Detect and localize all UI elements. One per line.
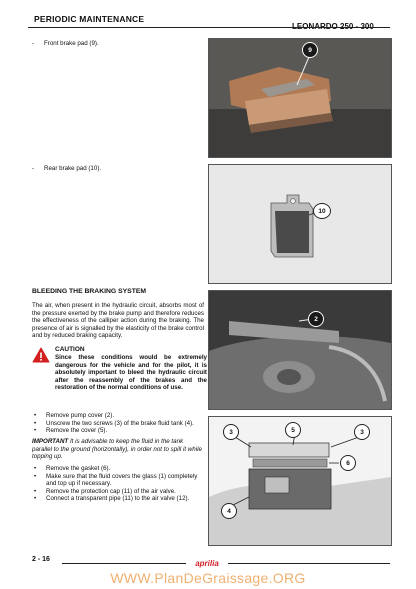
header-divider bbox=[28, 27, 390, 28]
caution-label: CAUTION bbox=[55, 346, 85, 353]
step-check-fluid: • Make sure that the fluid covers the glass (1) completely and top up if necessary. bbox=[32, 473, 204, 488]
tank-photo bbox=[208, 416, 392, 546]
steps-list-b bbox=[32, 465, 204, 503]
important-text: It is advisable to keep the fluid in the tank parallel to the ground (horizontally), in order not to spill it while topping up. bbox=[32, 438, 202, 461]
step-connect-pipe: • Connect a transparent pipe (11) to the air valve (12). bbox=[32, 495, 204, 503]
rear-pad-item: - Rear brake pad (10). bbox=[32, 165, 102, 172]
step-remove-pump-cover: • Remove pump cover (2). bbox=[32, 412, 204, 420]
brand-name: aprilia bbox=[195, 558, 219, 568]
callout-2: 2 bbox=[308, 311, 324, 327]
callout-3-left: 3 bbox=[223, 424, 239, 440]
watermark: WWW.PlanDeGraissage.ORG bbox=[110, 570, 306, 586]
brake-pump-image bbox=[209, 291, 391, 409]
bleeding-heading: BLEEDING THE BRAKING SYSTEM bbox=[32, 288, 147, 295]
step-remove-gasket: • Remove the gasket (6). bbox=[32, 465, 204, 473]
rear-pad-text: Rear brake pad (10). bbox=[44, 165, 102, 172]
callout-10: 10 bbox=[313, 203, 331, 219]
rear-brake-pad-image bbox=[209, 165, 391, 283]
page-number: 2 - 16 bbox=[32, 556, 50, 563]
pump-photo bbox=[208, 290, 392, 410]
callout-5: 5 bbox=[285, 422, 301, 438]
front-pad-item: - Front brake pad (9). bbox=[32, 40, 99, 47]
footer-rule-right bbox=[228, 563, 390, 564]
front-pad-text: Front brake pad (9). bbox=[44, 40, 99, 47]
aprilia-logo bbox=[187, 556, 227, 570]
callout-6: 6 bbox=[340, 455, 356, 471]
footer-rule-left bbox=[62, 563, 186, 564]
step-remove-cap: • Remove the protection cap (11) of the air valve. bbox=[32, 488, 204, 496]
callout-9: 9 bbox=[302, 42, 318, 58]
steps-list-a bbox=[32, 412, 204, 435]
caution-text: Since these conditions would be extremely dangerous for the vehicle and for the pilot, it is absolutely important to bleed the hydraulic circuit after the reassembly of the brakes and the restoration of the normal conditions of use. bbox=[55, 354, 207, 392]
important-note bbox=[32, 438, 204, 461]
important-label: IMPORTANT bbox=[32, 438, 69, 445]
step-remove-cover: • Remove the cover (5). bbox=[32, 427, 204, 435]
callout-3-right: 3 bbox=[354, 424, 370, 440]
section-title: PERIODIC MAINTENANCE bbox=[34, 14, 145, 24]
front-pad-photo bbox=[208, 38, 392, 158]
callout-4: 4 bbox=[221, 503, 237, 519]
caution-icon bbox=[32, 347, 50, 363]
bleeding-paragraph: The air, when present in the hydraulic circuit, absorbs most of the pressure exerted by the brake pump and therefore reduces the effectiveness of the calliper action during the braking. The presence of air is signalled by the elasticity of the brake control and by reduced braking capacity. bbox=[32, 302, 204, 340]
rear-pad-photo bbox=[208, 164, 392, 284]
step-unscrew-screws: • Unscrew the two screws (3) of the brake fluid tank (4). bbox=[32, 420, 204, 428]
front-brake-pad-image bbox=[209, 39, 391, 157]
